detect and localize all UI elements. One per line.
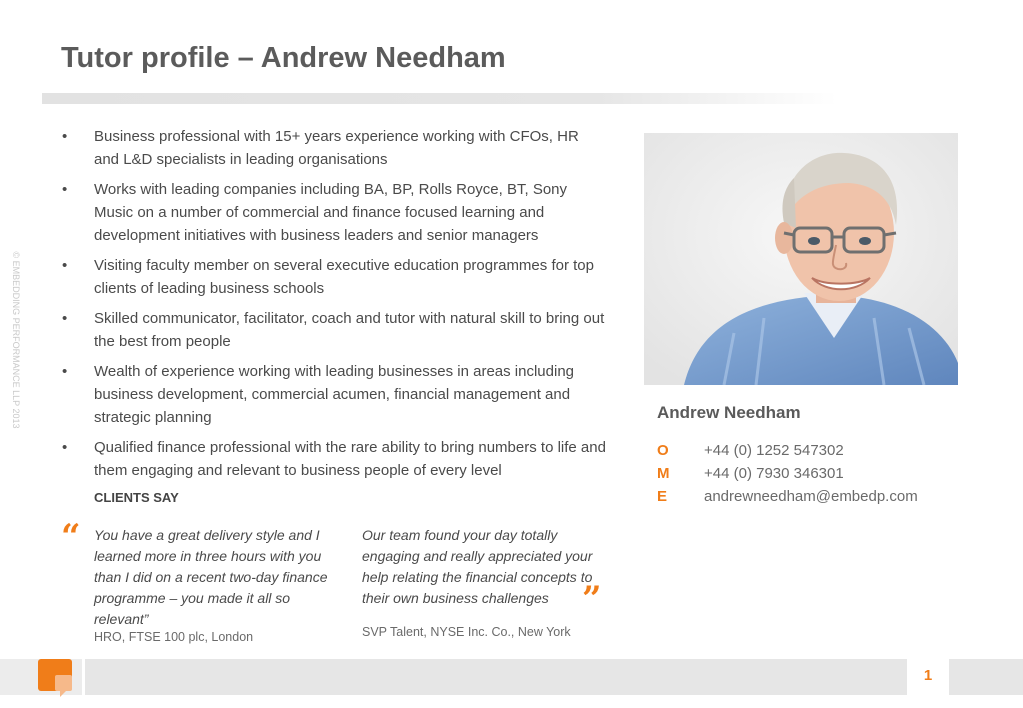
bullet-dot-icon: • [62, 439, 68, 456]
page-number: 1 [923, 667, 933, 684]
contact-mobile-row [657, 465, 844, 482]
client-quote-1-attribution: HRO, FTSE 100 plc, London [94, 630, 254, 644]
contact-email-label: E [657, 488, 668, 505]
contact-mobile-phone[interactable]: +44 (0) 7930 346301 [704, 465, 844, 482]
client-quote-2-attribution: SVP Talent, NYSE Inc. Co., New York [362, 625, 571, 639]
bullet-text: Visiting faculty member on several executive education programmes for top clients of leading business schools [94, 257, 594, 297]
contact-office-row [657, 442, 844, 459]
footer-bar [0, 659, 1023, 695]
client-quote-1: You have a great delivery style and I learned more in three hours with you than I did on a recent two-day finance programme – you made it all so relevant” [94, 527, 328, 627]
bullet-dot-icon: • [62, 181, 68, 198]
contact-email-row [657, 488, 918, 505]
bullet-text: Works with leading companies including BA, BP, Rolls Royce, BT, Sony Music on a number of commercial and finance focused learning and development initiatives with business leaders and senior managers [94, 181, 568, 244]
bullet-text: Business professional with 15+ years experience working with CFOs, HR and L&D specialists in leading organisations [94, 128, 579, 168]
bullet-text: Skilled communicator, facilitator, coach and tutor with natural skill to bring out the best from people [94, 310, 605, 350]
bullet-item [62, 254, 607, 300]
speech-bubble-logo-icon [38, 659, 74, 697]
bullet-item [62, 436, 607, 482]
bullet-text: Qualified finance professional with the rare ability to bring numbers to life and them engaging and relevant to business people of every level [94, 439, 606, 479]
contact-office-label: O [657, 442, 669, 459]
logo-graphic [38, 659, 74, 697]
bullet-item [62, 125, 607, 171]
title-underline-bar [42, 93, 837, 104]
tutor-portrait-photo [644, 133, 958, 385]
bullet-item [62, 178, 607, 247]
clients-say-heading: CLIENTS SAY [94, 490, 179, 505]
footer-divider [82, 659, 85, 695]
close-quote-icon: ” [582, 579, 602, 619]
bullet-dot-icon: • [62, 363, 68, 380]
bullet-text: Wealth of experience working with leading businesses in areas including business development, commercial acumen, financial management and strategic planning [94, 363, 574, 426]
contact-mobile-label: M [657, 465, 670, 482]
bullet-item [62, 360, 607, 429]
bullet-dot-icon: • [62, 310, 68, 327]
contact-name: Andrew Needham [657, 403, 801, 422]
copyright-vertical-text: © EMBEDDING PERFORMANCE LLP 2013 [11, 251, 21, 429]
page-title: Tutor profile – Andrew Needham [61, 42, 506, 74]
open-quote-icon: “ [61, 517, 81, 557]
bullet-item [62, 307, 607, 353]
experience-bullet-list [62, 125, 607, 489]
bullet-dot-icon: • [62, 257, 68, 274]
contact-email-link[interactable]: andrewneedham@embedp.com [704, 488, 918, 505]
contact-office-phone[interactable]: +44 (0) 1252 547302 [704, 442, 844, 459]
bullet-dot-icon: • [62, 128, 68, 145]
client-quote-2: Our team found your day totally engaging and really appreciated your help relating the financial concepts to their own business challenges [362, 527, 593, 606]
portrait-illustration [644, 133, 958, 385]
